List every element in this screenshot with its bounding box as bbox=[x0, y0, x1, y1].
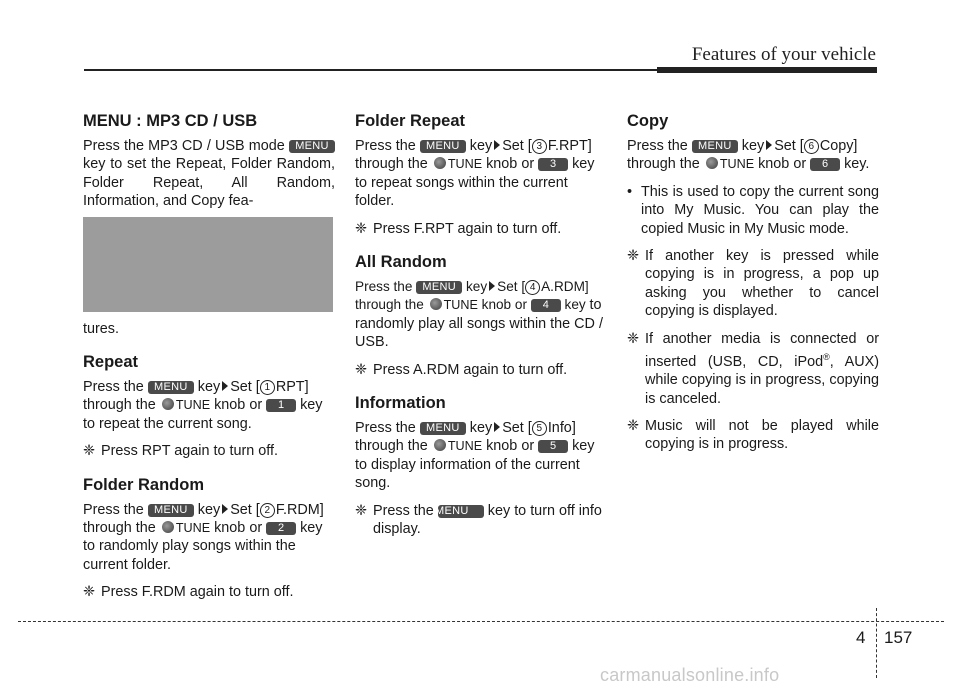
number-key-2-icon: 2 bbox=[266, 522, 296, 535]
arrow-right-icon bbox=[222, 504, 228, 514]
tune-label: TUNE bbox=[719, 157, 755, 172]
chapter-number: 4 bbox=[856, 628, 866, 647]
footer-rule bbox=[18, 621, 944, 623]
folder-random-note: ❈ Press F.RDM again to turn off. bbox=[83, 584, 294, 601]
tune-label: TUNE bbox=[175, 521, 211, 536]
arrow-right-icon bbox=[766, 140, 772, 150]
arrow-right-icon bbox=[494, 422, 500, 432]
copy-bullet: • This is used to copy the current song into My Music. You can play the copied Music in My Music mode. bbox=[627, 183, 879, 237]
running-header-title: Features of your vehicle bbox=[691, 44, 876, 65]
tune-knob-icon bbox=[706, 157, 718, 169]
repeat-note: ❈ Press RPT again to turn off. bbox=[83, 443, 279, 460]
tune-label: TUNE bbox=[447, 439, 483, 454]
tune-label: TUNE bbox=[443, 298, 478, 313]
arrow-right-icon bbox=[222, 381, 228, 391]
section-heading-all-random: All Random bbox=[355, 253, 447, 272]
information-instruction: Press the MENU key Set [ 5 Info] through the TUNE knob or 5 key to display information of the current song. bbox=[355, 420, 595, 492]
tune-knob-icon bbox=[162, 521, 174, 533]
arrow-right-icon bbox=[494, 140, 500, 150]
circled-5-icon: 5 bbox=[532, 421, 547, 436]
menu-key-icon: MENU bbox=[438, 505, 484, 518]
all-random-note: ❈ Press A.RDM again to turn off. bbox=[355, 361, 568, 378]
section-heading-information: Information bbox=[355, 394, 446, 413]
folder-random-instruction: Press the MENU key Set [ 2 F.RDM] through the TUNE knob or 2 key to randomly play songs within the current folder. bbox=[83, 501, 324, 573]
illustration-placeholder bbox=[83, 217, 333, 312]
arrow-right-icon bbox=[489, 281, 495, 291]
menu-key-icon: MENU bbox=[148, 381, 194, 394]
watermark: carmanualsonline.info bbox=[600, 665, 780, 685]
header-rule-accent bbox=[657, 67, 877, 73]
intro-text-cont: key to set the Repeat, Folder Random, Folder Repeat, All Random, Information, and Copy fea- bbox=[83, 156, 335, 210]
section-heading-folder-repeat: Folder Repeat bbox=[355, 112, 466, 130]
copy-instruction: Press the MENU key Set [ 6 Copy] through the TUNE knob or 6 key. bbox=[627, 138, 870, 173]
section-heading-repeat: Repeat bbox=[83, 353, 139, 372]
page-number: 157 bbox=[884, 628, 913, 647]
menu-key-icon: MENU bbox=[148, 504, 194, 517]
tune-knob-icon bbox=[434, 439, 446, 451]
menu-key-icon: MENU bbox=[416, 281, 462, 294]
circled-3-icon: 3 bbox=[532, 139, 547, 154]
menu-key-icon: MENU bbox=[289, 140, 335, 153]
number-key-3-icon: 3 bbox=[538, 158, 568, 171]
column-3 bbox=[627, 111, 879, 454]
copy-note-3: ❈ Music will not be played while copying is in progress. bbox=[627, 418, 879, 453]
tune-knob-icon bbox=[430, 298, 442, 310]
tune-label: TUNE bbox=[447, 157, 483, 172]
folder-repeat-instruction: Press the MENU key Set [ 3 F.RPT] through the TUNE knob or 3 key to repeat songs within the current folder. bbox=[355, 138, 595, 210]
circled-6-icon: 6 bbox=[804, 139, 819, 154]
number-key-1-icon: 1 bbox=[266, 399, 296, 412]
circled-4-icon: 4 bbox=[525, 280, 540, 295]
menu-key-icon: MENU bbox=[420, 422, 466, 435]
tune-knob-icon bbox=[434, 157, 446, 169]
information-note: ❈ Press the MENU key to turn off info display. bbox=[355, 502, 602, 538]
menu-key-icon: MENU bbox=[692, 140, 738, 153]
repeat-instruction: Press the MENU key Set [ 1 RPT] through the TUNE knob or 1 key to repeat the current song. bbox=[83, 379, 323, 432]
intro-text: Press the MP3 CD / USB mode bbox=[83, 138, 285, 154]
tune-knob-icon bbox=[162, 398, 174, 410]
number-key-6-icon: 6 bbox=[810, 158, 840, 171]
footer-divider bbox=[876, 608, 877, 678]
circled-2-icon: 2 bbox=[260, 503, 275, 518]
all-random-instruction: Press the MENU key Set [ 4 A.RDM] through the TUNE knob or 4 key to randomly play all songs within the CD / USB. bbox=[355, 279, 603, 351]
number-key-4-icon: 4 bbox=[531, 299, 561, 312]
menu-key-icon: MENU bbox=[420, 140, 466, 153]
section-heading-menu: MENU : MP3 CD / USB bbox=[83, 112, 258, 130]
circled-1-icon: 1 bbox=[260, 380, 275, 395]
intro-tail: tures. bbox=[83, 320, 119, 337]
number-key-5-icon: 5 bbox=[538, 440, 568, 453]
intro-paragraph bbox=[83, 137, 335, 211]
copy-note-1: ❈ If another key is pressed while copying is in progress, a pop up asking you whether to cancel copying is displayed. bbox=[627, 248, 879, 320]
tune-label: TUNE bbox=[175, 398, 211, 413]
column-2 bbox=[355, 111, 607, 539]
section-heading-copy: Copy bbox=[627, 112, 669, 130]
column-1 bbox=[83, 111, 335, 602]
section-heading-folder-random: Folder Random bbox=[83, 475, 205, 494]
copy-note-2: ❈ If another media is connected or inserted (USB, CD, iPod®, AUX) while copying is in progress, copying is canceled. bbox=[627, 330, 880, 407]
folder-repeat-note: ❈ Press F.RPT again to turn off. bbox=[355, 220, 562, 237]
